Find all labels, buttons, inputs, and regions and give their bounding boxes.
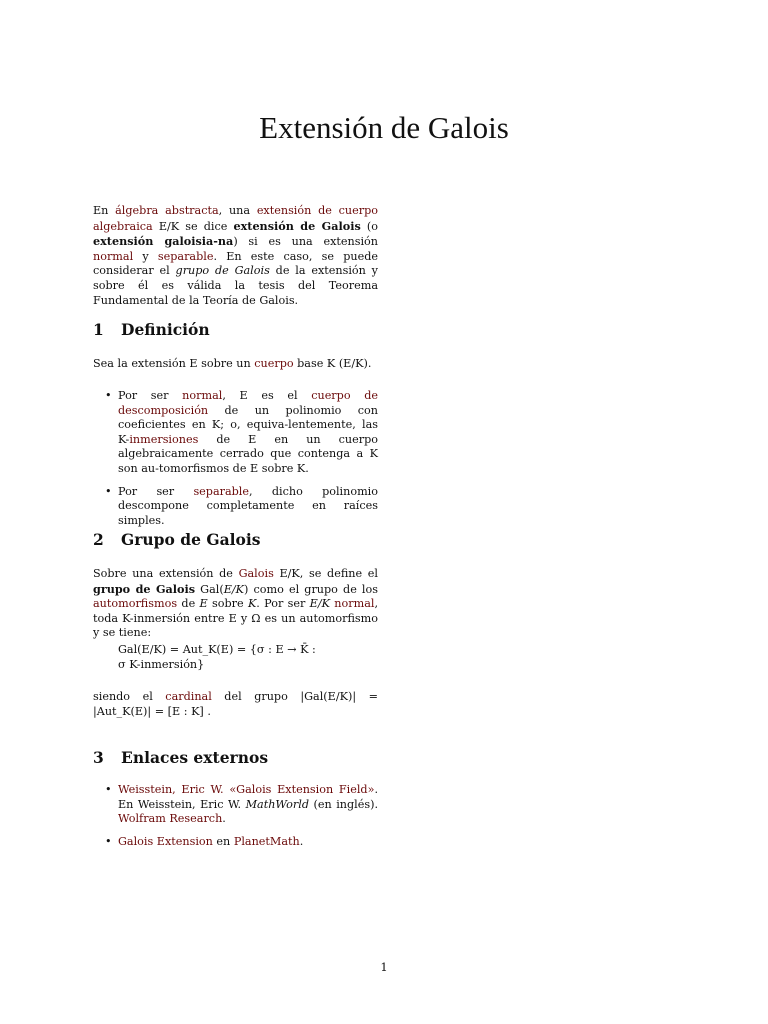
link-extension-cuerpo-algebraica[interactable]: extensión de cuerpo algebraica bbox=[93, 204, 378, 233]
text: ) como el grupo de los bbox=[244, 582, 378, 596]
text: (en inglés). bbox=[308, 797, 378, 811]
text: . En Weisstein, Eric W. bbox=[118, 783, 378, 811]
italic-term: E/K bbox=[309, 597, 330, 611]
text: . bbox=[299, 834, 304, 848]
intro-paragraph bbox=[93, 204, 378, 308]
link-separable[interactable]: separable bbox=[193, 484, 250, 498]
text: . Por ser bbox=[256, 597, 310, 611]
link-cardinal[interactable]: cardinal bbox=[165, 690, 212, 703]
cardinal-paragraph bbox=[93, 690, 378, 719]
text: En bbox=[93, 204, 116, 217]
section-title: Definición bbox=[121, 320, 210, 339]
link-inmersiones[interactable]: inmersiones bbox=[129, 432, 199, 446]
link-planetmath[interactable]: PlanetMath bbox=[233, 834, 300, 848]
text: Por ser bbox=[118, 389, 183, 402]
link-galois[interactable]: Galois bbox=[238, 567, 274, 580]
list-item bbox=[93, 783, 378, 827]
link-cuerpo[interactable]: cuerpo bbox=[254, 357, 294, 370]
section-number: 3 bbox=[93, 748, 104, 767]
text: Sea la extensión E sobre un bbox=[93, 357, 255, 370]
text: base K (E/K). bbox=[293, 357, 372, 370]
section-title: Enlaces externos bbox=[121, 748, 269, 767]
enlaces-bullets bbox=[93, 783, 378, 857]
page-number: 1 bbox=[380, 960, 388, 974]
text: , E es el bbox=[222, 389, 312, 402]
definicion-bullets bbox=[93, 389, 378, 536]
equation-line: Gal(E/K) = Aut_K(E) = {σ : E → K̄ : bbox=[118, 643, 316, 656]
link-separable[interactable]: separable bbox=[157, 249, 214, 263]
link-galois-extension[interactable]: Galois Extension bbox=[118, 834, 213, 848]
list-item bbox=[93, 389, 378, 477]
link-wolfram-research[interactable]: Wolfram Research bbox=[118, 812, 223, 826]
text: E/K se dice bbox=[152, 219, 234, 233]
grupo-paragraph bbox=[93, 567, 378, 641]
link-normal[interactable]: normal bbox=[93, 249, 134, 263]
italic-term: MathWorld bbox=[245, 797, 309, 811]
galois-equation bbox=[93, 643, 378, 672]
section-heading-enlaces-externos bbox=[93, 748, 268, 767]
bullet-icon: • bbox=[105, 389, 112, 402]
section-number: 1 bbox=[93, 320, 104, 339]
text: del grupo |Gal(E/K)| = |Aut_K(E)| = [E : K] . bbox=[93, 690, 378, 718]
section-heading-definicion bbox=[93, 320, 210, 339]
text: de un polinomio con coeficientes en K; o, equiva-lentemente, las K- bbox=[118, 403, 378, 446]
list-item bbox=[93, 485, 378, 529]
italic-term: K bbox=[247, 597, 257, 611]
link-automorfismos[interactable]: automorfismos bbox=[93, 597, 178, 611]
section-heading-grupo-de-galois bbox=[93, 530, 260, 549]
text: siendo el bbox=[93, 690, 166, 703]
text: y bbox=[133, 249, 158, 263]
text: . bbox=[222, 812, 226, 826]
link-normal[interactable]: normal bbox=[182, 389, 223, 402]
bullet-icon: • bbox=[105, 834, 112, 848]
text: en bbox=[212, 834, 234, 848]
text: sobre bbox=[207, 597, 248, 611]
link-galois-extension-field[interactable]: Weisstein, Eric W. «Galois Extension Field» bbox=[118, 783, 375, 796]
bullet-icon: • bbox=[105, 484, 112, 498]
bold-term: extensión galoisia-na bbox=[93, 234, 234, 249]
text: , dicho polinomio descompone completamente en raíces simples. bbox=[118, 484, 378, 527]
bold-term: grupo de Galois bbox=[93, 581, 196, 596]
italic-term: E/K bbox=[223, 582, 245, 596]
link-algebra-abstracta[interactable]: álgebra abstracta bbox=[115, 204, 219, 217]
text: de la extensión y sobre él es válida la tesis del Teorema Fundamental de la Teoría de Galois. bbox=[93, 264, 378, 307]
link-cuerpo-de-descomposicion[interactable]: cuerpo de descomposición bbox=[118, 389, 378, 417]
section-number: 2 bbox=[93, 530, 104, 549]
italic-term: E bbox=[199, 597, 208, 611]
link-normal[interactable]: normal bbox=[334, 597, 375, 611]
definicion-paragraph bbox=[93, 357, 378, 372]
text: . En este caso, se puede considerar el bbox=[93, 249, 378, 278]
section-title: Grupo de Galois bbox=[121, 530, 261, 549]
italic-term: grupo de Galois bbox=[175, 264, 270, 278]
text: , toda K-inmersión entre E y Ω es un automorfismo y se tiene: bbox=[93, 597, 379, 640]
text: ) si es una extensión bbox=[233, 235, 378, 249]
page-title: Extensión de Galois bbox=[259, 110, 509, 145]
bold-term: extensión de Galois bbox=[233, 218, 361, 233]
bullet-icon: • bbox=[105, 783, 112, 796]
text: , una bbox=[218, 204, 257, 217]
text: Gal( bbox=[195, 582, 224, 596]
equation-line: σ K-inmersión} bbox=[118, 657, 205, 671]
text: de E en un cuerpo algebraicamente cerrado que contenga a K son au-tomorfismos de E sobre K. bbox=[118, 432, 378, 475]
text: (o bbox=[360, 219, 378, 233]
text: de bbox=[177, 597, 200, 611]
text: Sobre una extensión de bbox=[93, 567, 239, 580]
list-item bbox=[93, 835, 378, 850]
text: Por ser bbox=[118, 484, 194, 498]
text: E/K, se define el bbox=[273, 567, 378, 580]
